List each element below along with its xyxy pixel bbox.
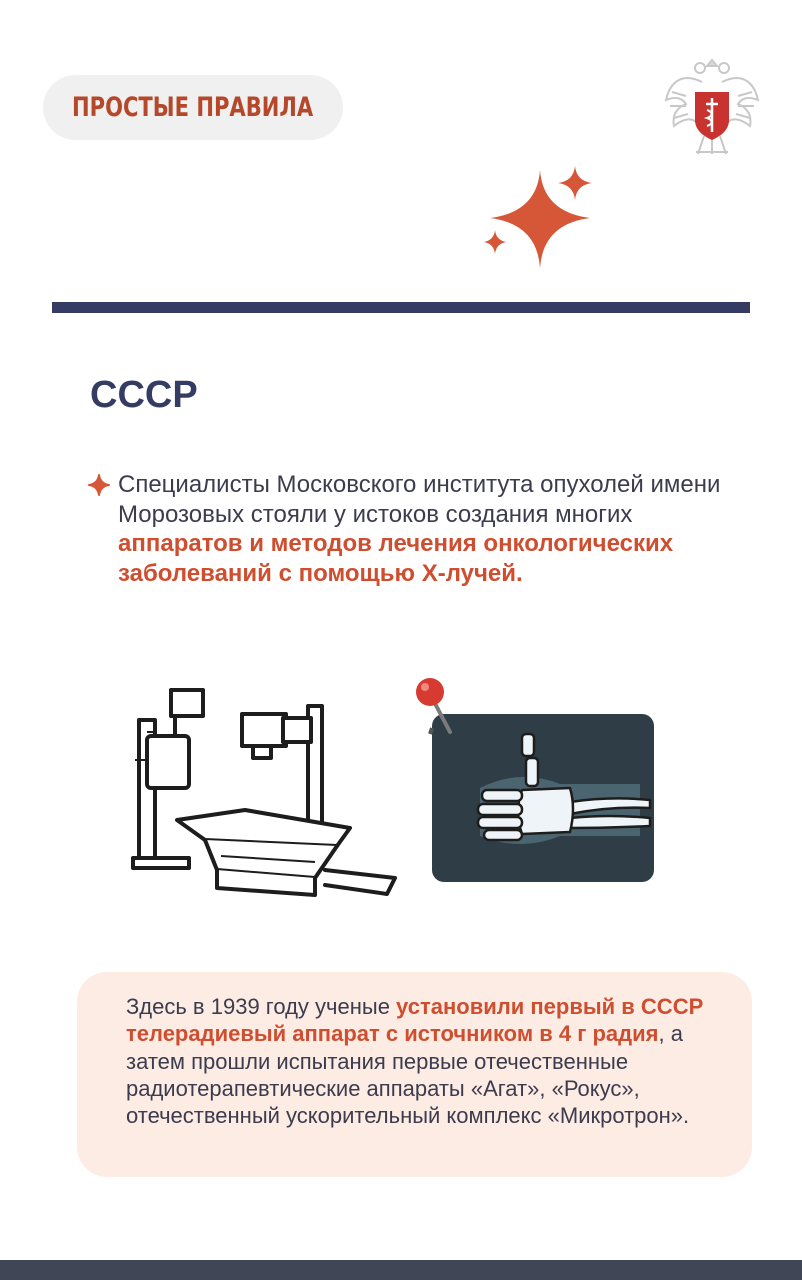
hand-x-ray-image-icon bbox=[410, 668, 660, 888]
callout-text-end: , а затем прошли испытания первые отечественные радиотерапевтические аппараты «Агат», «Рокус», отечественный ускорительный комплекс «Микротрон». bbox=[126, 1021, 690, 1129]
bullet-paragraph bbox=[118, 470, 758, 588]
x-ray-machine-icon bbox=[125, 680, 415, 910]
bullet-highlight: аппаратов и методов лечения онкологических заболеваний с помощью Х-лучей. bbox=[118, 530, 674, 587]
ministry-of-health-emblem-icon bbox=[662, 52, 762, 162]
callout-text-start: Здесь в 1939 году ученые bbox=[126, 994, 397, 1019]
bullet-text: Специалисты Московского института опухолей имени Морозовых стояли у истоков создания многих bbox=[118, 471, 721, 528]
plus-icon bbox=[88, 474, 110, 496]
callout-text bbox=[126, 993, 726, 1129]
sparkle-stars-icon bbox=[475, 160, 605, 275]
footer-bar bbox=[0, 1260, 802, 1280]
callout-highlight: установили первый в СССР телерадиевый аппарат с источником в 4 г радия bbox=[126, 994, 704, 1047]
section-divider bbox=[52, 302, 750, 313]
header-badge bbox=[43, 75, 343, 140]
section-title: СССР bbox=[90, 374, 198, 416]
badge-text: ПРОСТЫЕ ПРАВИЛА bbox=[72, 92, 314, 123]
